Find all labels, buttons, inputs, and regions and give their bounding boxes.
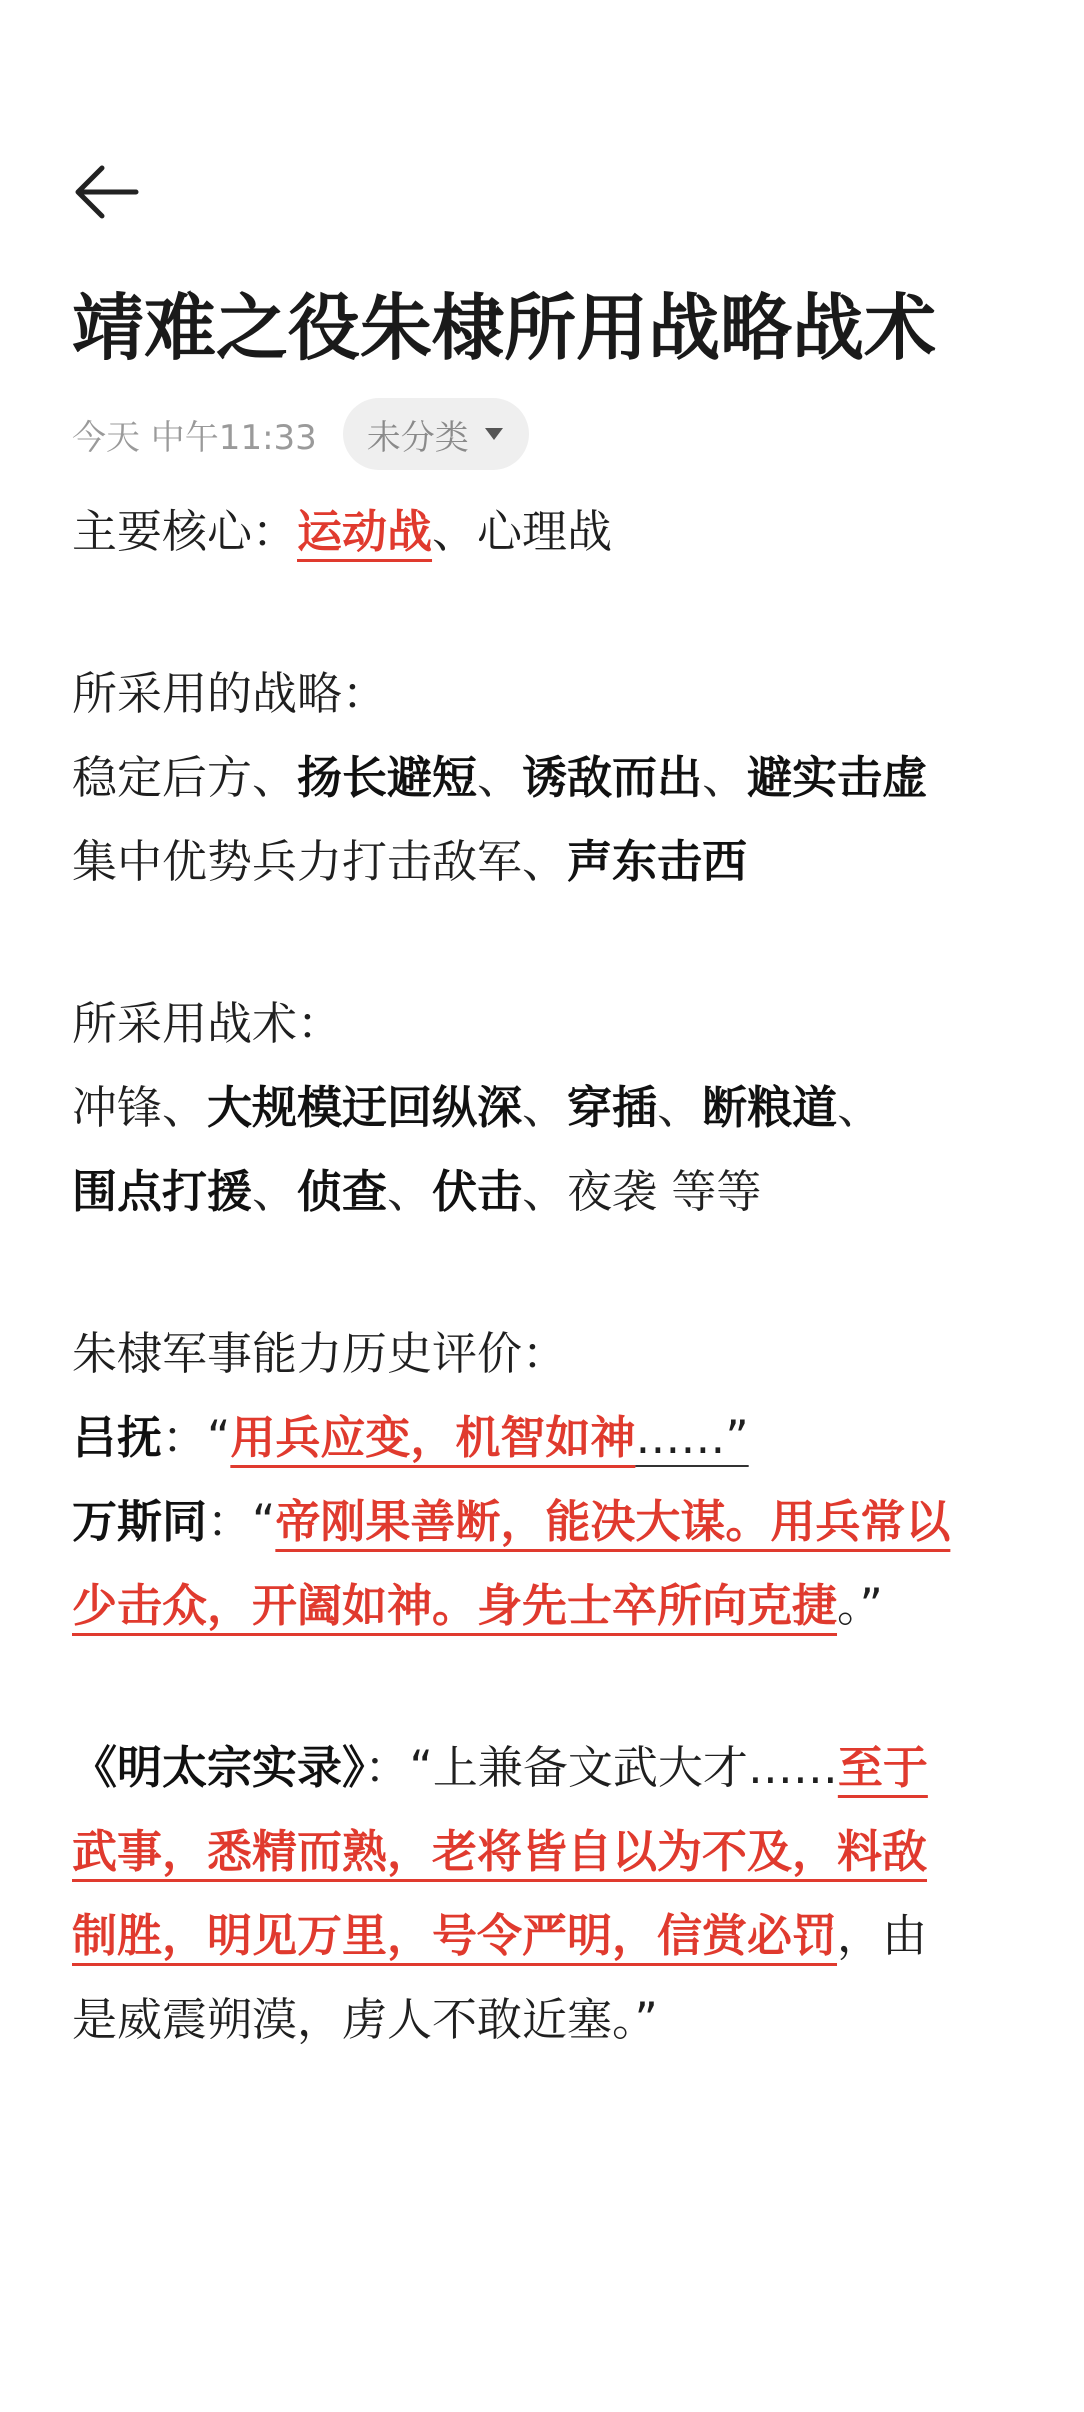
- highlight-text: 至于: [837, 1741, 928, 1794]
- highlight-text: 制胜，明见万里，号令严明，信赏必罚: [72, 1909, 838, 1962]
- text: 、: [522, 1081, 568, 1134]
- text: ，由: [837, 1909, 928, 1962]
- quote-lv: [72, 1396, 1032, 1480]
- quote-ming-3: [72, 1894, 1032, 1978]
- bold-text: 声东击西: [567, 835, 748, 888]
- quote-ming-2: [72, 1810, 1032, 1894]
- bold-text: 避实击虚: [747, 751, 928, 804]
- quote-wan-2: [72, 1564, 1032, 1648]
- text: 、: [837, 1081, 883, 1134]
- note-title[interactable]: 靖难之役朱棣所用战略战术: [72, 286, 937, 370]
- note-timestamp: 今天 中午11:33: [72, 417, 317, 458]
- bold-text: 扬长避短: [297, 751, 478, 804]
- bold-text: 诱敌而出: [522, 751, 703, 804]
- highlight-text: 运动战: [297, 505, 433, 558]
- text: 、: [252, 1165, 298, 1218]
- highlight-text: 帝刚果善断，能决大谋。用兵常以: [275, 1495, 951, 1548]
- text: 稳定后方、: [72, 751, 298, 804]
- note-body[interactable]: [72, 490, 1032, 2062]
- bold-text: 围点打援: [72, 1165, 253, 1218]
- bold-text: 伏击: [432, 1165, 523, 1218]
- text: ：“: [162, 1411, 231, 1464]
- text: 、夜袭 等等: [522, 1165, 762, 1218]
- eval-heading: 朱棣军事能力历史评价：: [72, 1327, 568, 1380]
- core-rest: 、心理战: [432, 505, 613, 558]
- note-meta: [72, 398, 529, 470]
- strategy-line-1: [72, 736, 1032, 820]
- tactics-line-2: [72, 1150, 1032, 1234]
- quote-author: 吕抚: [72, 1411, 163, 1464]
- highlight-text: 少击众，开阖如神。身先士卒所向克捷: [72, 1579, 838, 1632]
- chevron-down-icon: [485, 428, 503, 440]
- bold-text: 大规模迂回纵深: [207, 1081, 523, 1134]
- text: 、: [702, 751, 748, 804]
- core-line: [72, 490, 1032, 574]
- highlight-text: 用兵应变，机智如神: [230, 1411, 636, 1464]
- tactics-line-1: [72, 1066, 1032, 1150]
- text: 冲锋、: [72, 1081, 208, 1134]
- text: ：“上兼备文武大才……: [364, 1741, 838, 1794]
- quote-wan-1: [72, 1480, 1032, 1564]
- bold-text: 断粮道: [702, 1081, 838, 1134]
- text: 、: [387, 1165, 433, 1218]
- text: 、: [657, 1081, 703, 1134]
- underlined-text: ……”: [635, 1411, 749, 1464]
- arrow-left-icon: [72, 162, 142, 222]
- bold-text: 穿插: [567, 1081, 658, 1134]
- text: 。”: [837, 1579, 883, 1632]
- text: 集中优势兵力打击敌军、: [72, 835, 568, 888]
- quote-ming-4: 是威震朔漠，虏人不敢近塞。”: [72, 1993, 658, 2046]
- quote-author: 万斯同: [72, 1495, 208, 1548]
- highlight-text: 武事，悉精而熟，老将皆自以为不及，料敌: [72, 1825, 928, 1878]
- quote-ming-1: [72, 1726, 1032, 1810]
- text: 、: [477, 751, 523, 804]
- category-label: 未分类: [366, 417, 469, 458]
- bold-text: 侦查: [297, 1165, 388, 1218]
- back-button[interactable]: [72, 162, 142, 222]
- quote-author: 《明太宗实录》: [72, 1741, 365, 1794]
- core-label: 主要核心：: [72, 505, 298, 558]
- text: ：“: [207, 1495, 276, 1548]
- strategy-line-2: [72, 820, 1032, 904]
- tactics-heading: 所采用战术：: [72, 997, 343, 1050]
- category-dropdown[interactable]: [343, 398, 529, 470]
- strategy-heading: 所采用的战略：: [72, 667, 388, 720]
